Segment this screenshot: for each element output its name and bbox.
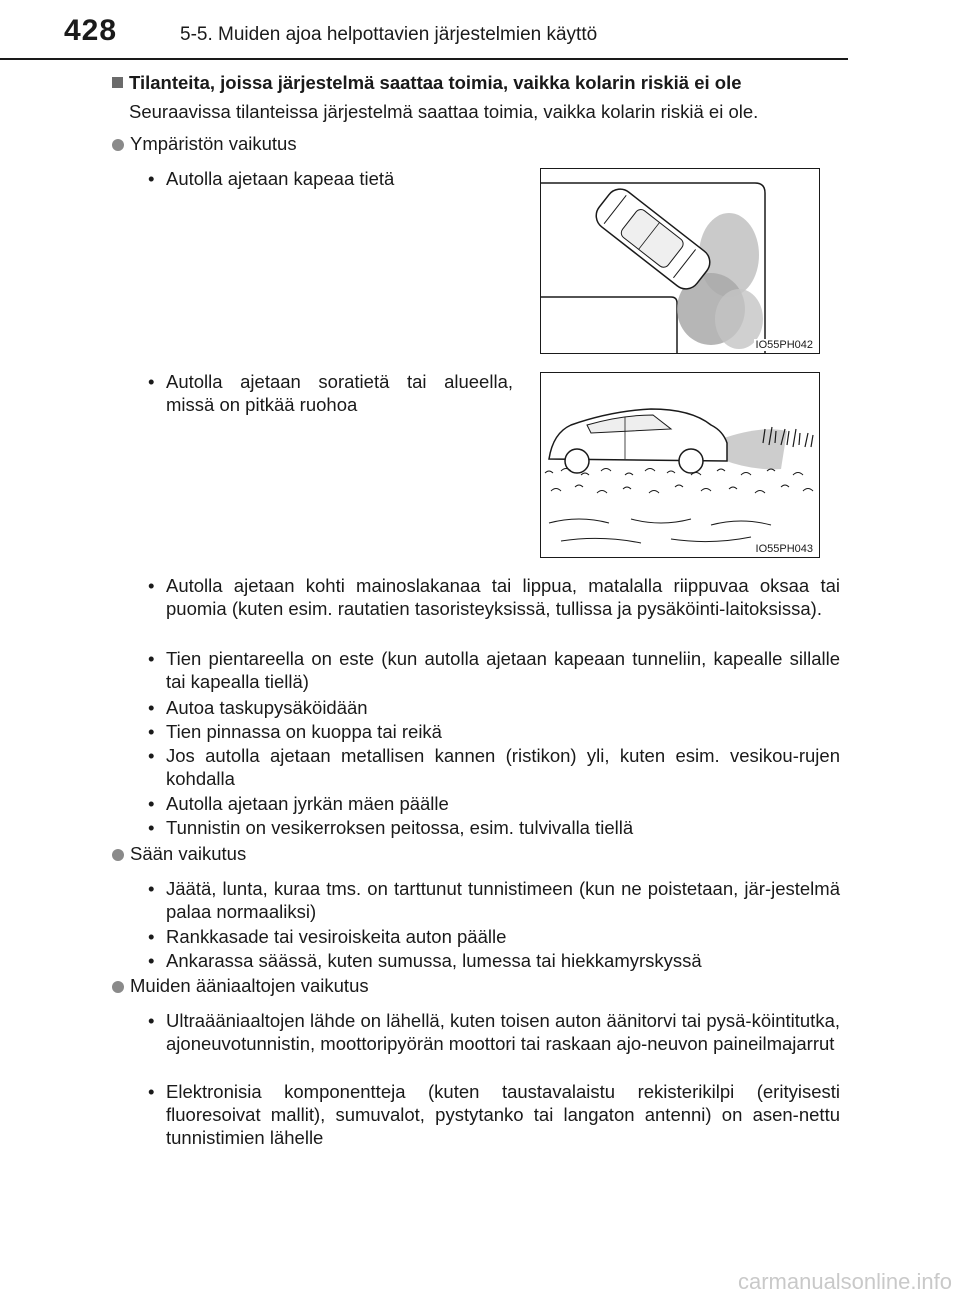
watermark: carmanualsonline.info: [737, 1269, 952, 1294]
list-item: • Tunnistin on vesikerroksen peitossa, esim. tulvivalla tiellä: [148, 817, 634, 838]
heading-text: Tilanteita, joissa järjestelmä saattaa toimia, vaikka kolarin riskiä ei ole: [129, 72, 742, 93]
list-item: • Autolla ajetaan kapeaa tietä: [148, 168, 395, 189]
gravel-road-illustration: [541, 373, 820, 558]
list-item: • Jos autolla ajetaan metallisen kannen (ristikon) yli, kuten esim. vesikou-rujen kohdalla: [148, 745, 840, 789]
group-title-sound-waves: Muiden ääniaaltojen vaikutus: [112, 975, 369, 997]
narrow-road-illustration: [541, 169, 820, 354]
subsection-heading: [112, 72, 742, 94]
list-item: • Autoa taskupysäköidään: [148, 697, 368, 718]
figure-code: IO55PH042: [755, 339, 813, 351]
intro-paragraph: Seuraavissa tilanteissa järjestelmä saattaa toimia, vaikka kolarin riskiä ei ole.: [129, 101, 759, 122]
list-item: • Ankarassa säässä, kuten sumussa, lumessa tai hiekkamyrskyssä: [148, 950, 702, 971]
list-item: • Tien pientareella on este (kun autolla ajetaan kapeaan tunneliin, kapealle sillalle tai kapealla tiellä): [148, 648, 840, 692]
list-item: • Rankkasade tai vesiroiskeita auton päälle: [148, 926, 507, 947]
list-item: • Autolla ajetaan kohti mainoslakanaa tai lippua, matalalla riippuvaa oksaa tai puomia (kuten esim. rautatien tasoristeyksissä, tullissa ja pysäköinti-laitoksissa).: [148, 575, 840, 619]
list-item: • Elektronisia komponentteja (kuten taustavalaistu rekisterikilpi (erityisesti fluoresoivat mallit), sumuvalot, pystytanko tai langaton antenni) on asen-nettu tunnistimien lähelle: [148, 1081, 840, 1148]
circle-bullet-icon: [112, 981, 124, 993]
page-header: [0, 0, 960, 58]
header-rule: [0, 58, 848, 60]
group-title-environment: Ympäristön vaikutus: [112, 133, 297, 155]
figure-narrow-road: [540, 168, 820, 354]
figure-gravel-road: [540, 372, 820, 558]
circle-bullet-icon: [112, 139, 124, 151]
page-number: 428: [64, 14, 118, 47]
circle-bullet-icon: [112, 849, 124, 861]
group-title-weather: Sään vaikutus: [112, 843, 246, 865]
list-item: • Jäätä, lunta, kuraa tms. on tarttunut tunnistimeen (kun ne poistetaan, jär-jestelmä palaa normaaliksi): [148, 878, 840, 922]
list-item: • Tien pinnassa on kuoppa tai reikä: [148, 721, 442, 742]
list-item: • Autolla ajetaan soratietä tai alueella, missä on pitkää ruohoa: [148, 371, 513, 415]
list-item: • Ultraääniaaltojen lähde on lähellä, kuten toisen auton äänitorvi tai pysä-köintitutka, ajoneuvotunnistin, moottoripyörän moottori tai raskaan ajo-neuvon paineilmajarrut: [148, 1010, 840, 1054]
figure-code: IO55PH043: [755, 543, 813, 555]
section-title: 5-5. Muiden ajoa helpottavien järjestelmien käyttö: [180, 24, 598, 45]
list-item: • Autolla ajetaan jyrkän mäen päälle: [148, 793, 449, 814]
square-marker-icon: [112, 77, 123, 88]
